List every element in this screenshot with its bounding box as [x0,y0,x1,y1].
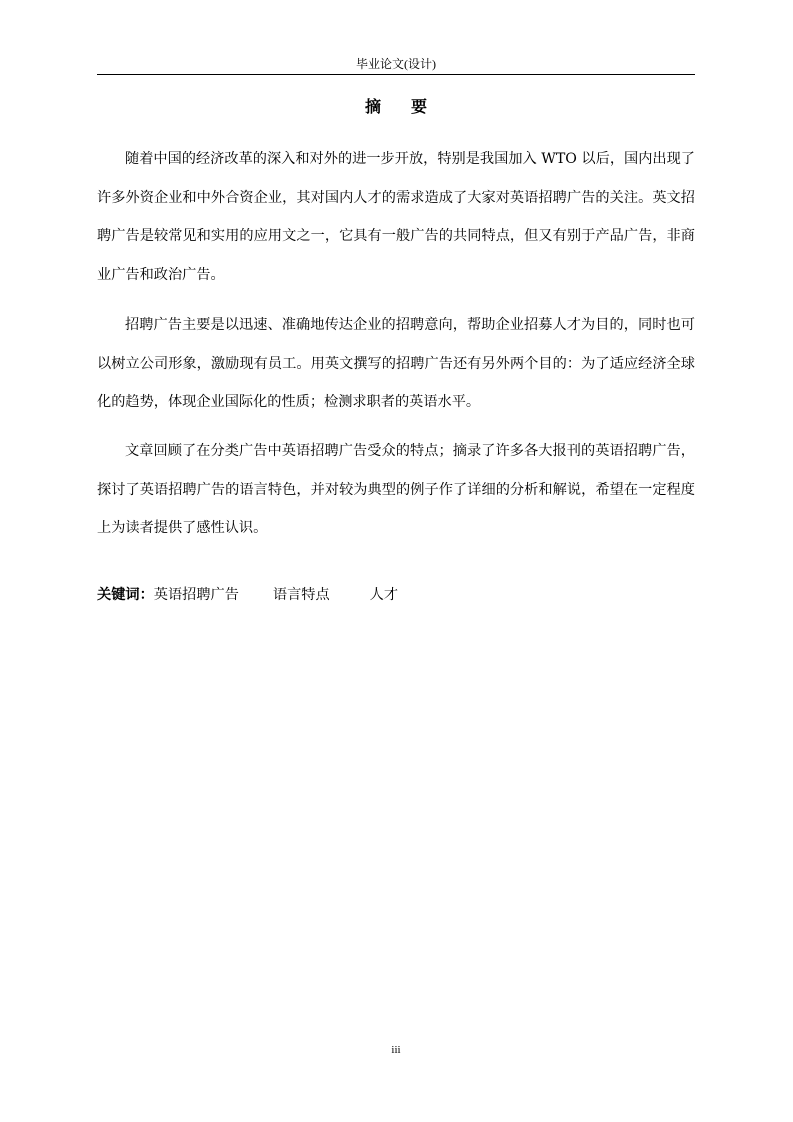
keyword-item: 人才 [369,587,399,603]
abstract-title: 摘要 [364,97,457,116]
abstract-paragraph-2: 招聘广告主要是以迅速、准确地传达企业的招聘意向，帮助企业招募人才为目的，同时也可以树立公司形象，激励现有员工。用英文撰写的招聘广告还有另外两个目的：为了适应经济全球化的趋势，体现企业国际化的性质；检测求职者的英语水平。 [97,317,695,410]
keyword-item: 英语招聘广告 [153,587,239,603]
keywords-line [97,583,695,607]
keyword-item: 语言特点 [272,587,330,603]
page-number: iii [391,1044,401,1056]
running-header: 毕业论文(设计) [356,57,436,71]
abstract-paragraph-1: 随着中国的经济改革的深入和对外的进一步开放，特别是我国加入 WTO 以后，国内出现了许多外资企业和中外合资企业，其对国内人才的需求造成了大家对英语招聘广告的关注。英文招聘广告是较常见和实用的应用文之一，它具有一般广告的共同特点，但又有别于产品广告，非商业广告和政治广告。 [97,151,695,283]
header-rule [97,74,695,75]
keywords-label: 关键词： [97,587,154,603]
abstract-paragraph-3: 文章回顾了在分类广告中英语招聘广告受众的特点；摘录了许多各大报刊的英语招聘广告，探讨了英语招聘广告的语言特色，并对较为典型的例子作了详细的分析和解说，希望在一定程度上为读者提供了感性认识。 [97,443,695,536]
